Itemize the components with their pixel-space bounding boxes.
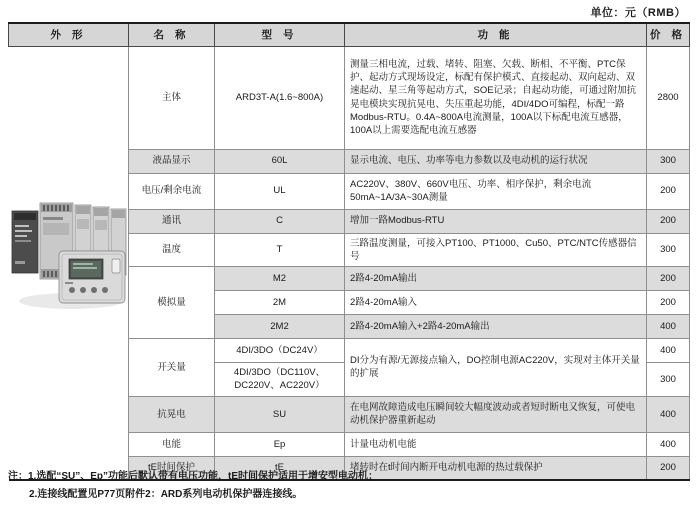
cell-model-analog-0: M2 <box>215 267 345 291</box>
cell-func-energy: 计量电动机电能 <box>345 432 647 456</box>
cell-model-switch-2: 4DI/3DO（DC110V、DC220V、AC220V） <box>215 363 345 397</box>
footnote-1: 注：1.选配“SU”、Ep”功能后默认带有电压功能，tE时间保护适用于增安型电动机； <box>8 471 379 482</box>
spec-price-table <box>8 22 690 481</box>
cell-model-analog-1: 2M <box>215 291 345 315</box>
cell-name-analog: 模拟量 <box>129 267 215 339</box>
footnotes <box>8 468 378 503</box>
cell-price-energy: 400 <box>647 432 690 456</box>
cell-price-analog-2: 400 <box>647 315 690 339</box>
unit-label: 单位：元（RMB） <box>590 7 686 19</box>
cell-price-lcd: 300 <box>647 149 690 173</box>
cell-func-voltage: AC220V、380V、660V电压、功率、相序保护，剩余电流50mA~1A/3A~30A测量 <box>345 173 647 209</box>
cell-price-switch-2: 300 <box>647 363 690 397</box>
cell-price-voltage: 200 <box>647 173 690 209</box>
cell-price-comm: 200 <box>647 209 690 233</box>
table-header-row <box>9 23 690 46</box>
cell-func-lcd: 显示电流、电压、功率等电力参数以及电动机的运行状况 <box>345 149 647 173</box>
cell-name-main: 主体 <box>129 46 215 149</box>
cell-func-analog-2: 2路4-20mA输入+2路4-20mA输出 <box>345 315 647 339</box>
appearance-cell <box>9 46 129 480</box>
cell-model-main: ARD3T-A(1.6~800A) <box>215 46 345 149</box>
cell-price-te: 200 <box>647 456 690 480</box>
din-rail-devices-image <box>9 189 129 319</box>
cell-func-te: 堵转时在t时间内断开电动机电源的热过载保护 <box>345 456 647 480</box>
cell-price-main: 2800 <box>647 46 690 149</box>
cell-model-comm: C <box>215 209 345 233</box>
cell-model-analog-2: 2M2 <box>215 315 345 339</box>
cell-func-main: 测量三相电流，过载、堵转、阻塞、欠载、断相、不平衡、PTC保护、起动方式现场设定，标配有保护模式、直接起动、双向起动、双速起动、星三角等起动方式，SOE记录；自起动功能，可通过附加抗晃电模块实现抗晃电、失压重起功能，4DI/4DO可编程，标配一路Modbus-RTU。0.4A~800A电流测量，100A以下标配电流互感器，100A以上需要选配电流互感器 <box>345 46 647 149</box>
cell-price-analog-1: 200 <box>647 291 690 315</box>
product-photo <box>9 189 129 319</box>
table-row-main <box>9 46 690 149</box>
cell-price-temp: 300 <box>647 233 690 267</box>
cell-name-energy: 电能 <box>129 432 215 456</box>
cell-func-switch: DI分为有源/无源接点输入，DO控制电源AC220V，实现对主体开关量的扩展 <box>345 339 647 397</box>
cell-name-comm: 通讯 <box>129 209 215 233</box>
cell-func-anti-shake: 在电网故障造成电压瞬间较大幅度波动或者短时断电又恢复，可使电动机保护器重新起动 <box>345 396 647 432</box>
cell-price-anti-shake: 400 <box>647 396 690 432</box>
cell-func-temp: 三路温度测量，可接入PT100、PT1000、Cu50、PTC/NTC传感器信号 <box>345 233 647 267</box>
cell-func-comm: 增加一路Modbus-RTU <box>345 209 647 233</box>
cell-name-te: tE时间保护 <box>129 456 215 480</box>
cell-name-switch: 开关量 <box>129 339 215 397</box>
cell-model-switch-1: 4DI/3DO（DC24V） <box>215 339 345 363</box>
cell-name-voltage: 电压/剩余电流 <box>129 173 215 209</box>
cell-name-lcd: 液晶显示 <box>129 149 215 173</box>
cell-model-energy: Ep <box>215 432 345 456</box>
cell-model-te: tE <box>215 456 345 480</box>
header-model: 型 号 <box>215 23 345 46</box>
header-name: 名 称 <box>129 23 215 46</box>
cell-price-analog-0: 200 <box>647 267 690 291</box>
cell-model-lcd: 60L <box>215 149 345 173</box>
cell-price-switch-1: 400 <box>647 339 690 363</box>
header-appearance: 外 形 <box>9 23 129 46</box>
cell-model-voltage: UL <box>215 173 345 209</box>
cell-name-temp: 温度 <box>129 233 215 267</box>
cell-model-temp: T <box>215 233 345 267</box>
header-function: 功 能 <box>345 23 647 46</box>
cell-name-anti-shake: 抗晃电 <box>129 396 215 432</box>
cell-func-analog-0: 2路4-20mA输出 <box>345 267 647 291</box>
footnote-2: 2.连接线配置见P77页附件2：ARD系列电动机保护器连接线。 <box>29 488 303 500</box>
cell-model-anti-shake: SU <box>215 396 345 432</box>
header-price: 价 格 <box>647 23 690 46</box>
cell-func-analog-1: 2路4-20mA输入 <box>345 291 647 315</box>
